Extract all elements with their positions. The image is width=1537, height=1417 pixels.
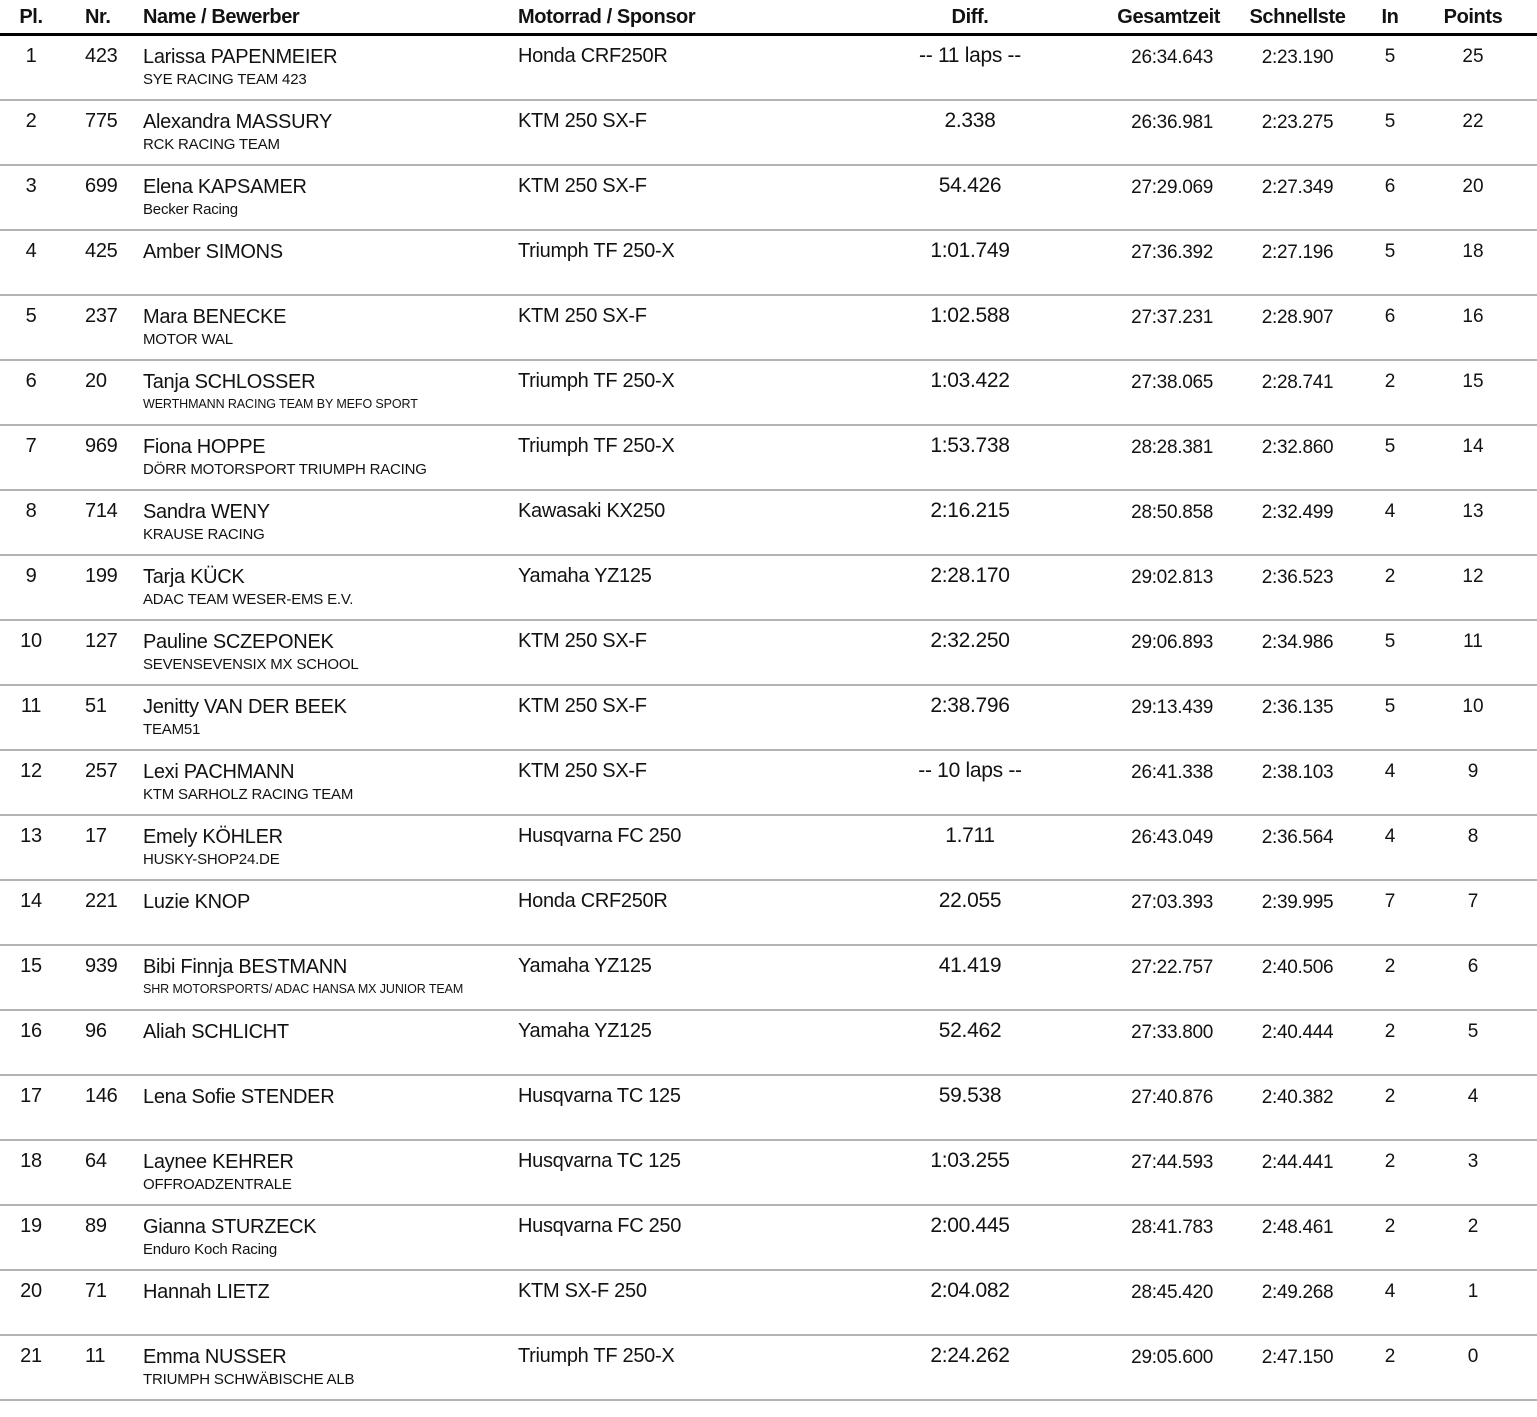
cell-fastest-lap: 2:34.986 [1261, 632, 1334, 653]
cell-fastest-lap: 2:23.275 [1261, 112, 1334, 133]
cell-laps-in: 5 [1384, 631, 1396, 652]
cell-diff: -- 10 laps -- [918, 759, 1022, 782]
cell-position: 21 [20, 1345, 42, 1367]
cell-points: 20 [1462, 176, 1484, 197]
cell-position: 17 [20, 1085, 42, 1107]
cell-bike: KTM 250 SX-F [518, 695, 647, 717]
cell-number: 89 [85, 1215, 107, 1237]
header-total-time: Gesamtzeit [1117, 6, 1220, 28]
cell-laps-in: 2 [1384, 1216, 1396, 1237]
cell-fastest-lap: 2:44.441 [1261, 1152, 1334, 1173]
cell-laps-in: 6 [1384, 176, 1396, 197]
cell-total-time: 27:40.876 [1131, 1087, 1213, 1108]
rider-name: Amber SIMONS [143, 241, 283, 263]
header-points: Points [1443, 6, 1503, 28]
rider-name: Larissa PAPENMEIER [143, 46, 338, 68]
cell-diff: 1:03.255 [930, 1149, 1010, 1172]
rider-team: Becker Racing [143, 201, 238, 218]
table-row [0, 686, 1537, 751]
cell-fastest-lap: 2:40.444 [1261, 1022, 1334, 1043]
header-position: Pl. [19, 6, 43, 28]
cell-diff: 22.055 [938, 889, 1002, 912]
cell-fastest-lap: 2:36.564 [1261, 827, 1334, 848]
cell-number: 425 [85, 240, 118, 262]
rider-team: HUSKY-SHOP24.DE [143, 851, 280, 868]
cell-bike: KTM 250 SX-F [518, 630, 647, 652]
table-row [0, 36, 1537, 101]
cell-points: 14 [1462, 436, 1484, 457]
rider-team: ADAC TEAM WESER-EMS E.V. [143, 591, 354, 608]
cell-laps-in: 5 [1384, 241, 1396, 262]
cell-total-time: 27:36.392 [1131, 242, 1213, 263]
cell-position: 8 [25, 500, 37, 522]
cell-number: 71 [85, 1280, 107, 1302]
cell-total-time: 26:41.338 [1131, 762, 1213, 783]
cell-rider [120, 556, 517, 619]
cell-total-time: 29:02.813 [1131, 567, 1213, 588]
cell-points: 15 [1462, 371, 1484, 392]
cell-fastest-lap: 2:28.907 [1261, 307, 1334, 328]
rider-name: Gianna STURZECK [143, 1216, 317, 1238]
rider-team: SEVENSEVENSIX MX SCHOOL [143, 656, 359, 673]
cell-bike: Triumph TF 250-X [518, 435, 675, 457]
table-row [0, 1011, 1537, 1076]
header-number: Nr. [85, 6, 111, 28]
cell-points: 18 [1462, 241, 1484, 262]
cell-position: 6 [25, 370, 37, 392]
rider-name: Bibi Finnja BESTMANN [143, 956, 348, 978]
cell-bike: Husqvarna FC 250 [518, 825, 682, 847]
cell-total-time: 28:50.858 [1131, 502, 1213, 523]
table-row [0, 881, 1537, 946]
cell-diff: 1:03.422 [930, 369, 1010, 392]
cell-points: 11 [1463, 631, 1483, 652]
cell-points: 2 [1467, 1216, 1479, 1237]
cell-points: 16 [1462, 306, 1484, 327]
cell-laps-in: 5 [1384, 111, 1396, 132]
table-row [0, 751, 1537, 816]
cell-position: 7 [25, 435, 37, 457]
cell-rider [120, 1141, 517, 1204]
table-row [0, 1271, 1537, 1336]
rider-team: TRIUMPH SCHWÄBISCHE ALB [143, 1371, 355, 1388]
cell-position: 10 [20, 630, 42, 652]
cell-number: 11 [85, 1345, 106, 1367]
cell-laps-in: 7 [1384, 891, 1396, 912]
cell-points: 8 [1467, 826, 1479, 847]
cell-laps-in: 2 [1384, 371, 1396, 392]
cell-fastest-lap: 2:32.499 [1261, 502, 1334, 523]
cell-number: 775 [85, 110, 118, 132]
cell-points: 10 [1462, 696, 1484, 717]
cell-bike: Yamaha YZ125 [518, 1020, 652, 1042]
cell-bike: Husqvarna FC 250 [518, 1215, 682, 1237]
cell-fastest-lap: 2:36.523 [1261, 567, 1334, 588]
rider-name: Alexandra MASSURY [143, 111, 333, 133]
table-row [0, 1076, 1537, 1141]
cell-laps-in: 2 [1384, 1021, 1396, 1042]
cell-position: 2 [25, 110, 37, 132]
cell-laps-in: 2 [1384, 1346, 1396, 1367]
cell-laps-in: 5 [1384, 46, 1396, 67]
cell-total-time: 27:22.757 [1131, 957, 1213, 978]
cell-fastest-lap: 2:38.103 [1261, 762, 1334, 783]
cell-laps-in: 2 [1384, 1086, 1396, 1107]
cell-number: 714 [85, 500, 118, 522]
cell-number: 20 [85, 370, 107, 392]
rider-team: Enduro Koch Racing [143, 1241, 277, 1258]
cell-rider [120, 816, 517, 879]
cell-fastest-lap: 2:48.461 [1261, 1217, 1334, 1238]
cell-bike: KTM 250 SX-F [518, 175, 647, 197]
cell-rider [120, 231, 517, 294]
table-row [0, 621, 1537, 686]
cell-position: 9 [25, 565, 37, 587]
cell-points: 1 [1467, 1281, 1479, 1302]
cell-fastest-lap: 2:36.135 [1261, 697, 1334, 718]
cell-bike: Triumph TF 250-X [518, 240, 675, 262]
cell-bike: Honda CRF250R [518, 890, 668, 912]
cell-position: 18 [20, 1150, 42, 1172]
cell-fastest-lap: 2:39.995 [1261, 892, 1334, 913]
cell-laps-in: 4 [1384, 1281, 1396, 1302]
cell-number: 199 [85, 565, 118, 587]
cell-rider [120, 101, 517, 164]
cell-rider [120, 751, 517, 814]
rider-team: RCK RACING TEAM [143, 136, 280, 153]
cell-bike: KTM 250 SX-F [518, 305, 647, 327]
cell-points: 12 [1462, 566, 1484, 587]
cell-diff: 2:04.082 [930, 1279, 1010, 1302]
table-row [0, 816, 1537, 881]
cell-bike: KTM SX-F 250 [518, 1280, 647, 1302]
cell-laps-in: 2 [1384, 566, 1396, 587]
table-header [0, 0, 1537, 36]
cell-total-time: 26:43.049 [1131, 827, 1213, 848]
cell-diff: 2:32.250 [930, 629, 1010, 652]
cell-total-time: 28:45.420 [1131, 1282, 1213, 1303]
header-laps-in: In [1381, 6, 1399, 28]
rider-team: KTM SARHOLZ RACING TEAM [143, 786, 354, 803]
rider-team: OFFROADZENTRALE [143, 1176, 292, 1193]
cell-bike: Honda CRF250R [518, 45, 668, 67]
cell-points: 3 [1467, 1151, 1479, 1172]
cell-total-time: 27:03.393 [1131, 892, 1213, 913]
cell-rider [120, 1271, 517, 1334]
table-row [0, 166, 1537, 231]
cell-rider [120, 881, 517, 944]
cell-points: 4 [1467, 1086, 1479, 1107]
rider-name: Lena Sofie STENDER [143, 1086, 335, 1108]
cell-laps-in: 6 [1384, 306, 1396, 327]
cell-total-time: 28:41.783 [1131, 1217, 1213, 1238]
cell-total-time: 26:36.981 [1131, 112, 1213, 133]
cell-bike: Husqvarna TC 125 [518, 1150, 681, 1172]
rider-team: DÖRR MOTORSPORT TRIUMPH RACING [143, 461, 427, 478]
cell-total-time: 29:13.439 [1131, 697, 1213, 718]
cell-rider [120, 361, 517, 424]
table-row [0, 426, 1537, 491]
cell-number: 127 [85, 630, 118, 652]
cell-rider [120, 946, 517, 1009]
cell-diff: 2:16.215 [930, 499, 1010, 522]
header-bike: Motorrad / Sponsor [518, 6, 696, 28]
rider-name: Aliah SCHLICHT [143, 1021, 289, 1043]
cell-rider [120, 491, 517, 554]
rider-name: Hannah LIETZ [143, 1281, 270, 1303]
cell-position: 15 [20, 955, 42, 977]
cell-laps-in: 2 [1384, 1151, 1396, 1172]
rider-name: Fiona HOPPE [143, 436, 266, 458]
header-fastest-lap: Schnellste [1249, 6, 1346, 28]
rider-team: SHR MOTORSPORTS/ ADAC HANSA MX JUNIOR TEAM [143, 982, 464, 996]
cell-rider [120, 36, 517, 99]
header-name: Name / Bewerber [143, 6, 300, 28]
cell-fastest-lap: 2:28.741 [1261, 372, 1334, 393]
cell-total-time: 27:33.800 [1131, 1022, 1213, 1043]
cell-rider [120, 426, 517, 489]
cell-bike: KTM 250 SX-F [518, 110, 647, 132]
cell-bike: Husqvarna TC 125 [518, 1085, 681, 1107]
cell-bike: Yamaha YZ125 [518, 955, 652, 977]
cell-position: 14 [20, 890, 42, 912]
cell-rider [120, 686, 517, 749]
rider-name: Emely KÖHLER [143, 826, 283, 848]
cell-points: 5 [1467, 1021, 1479, 1042]
cell-diff: 2:28.170 [930, 564, 1010, 587]
cell-fastest-lap: 2:40.506 [1261, 957, 1334, 978]
cell-number: 221 [85, 890, 118, 912]
cell-total-time: 27:37.231 [1131, 307, 1213, 328]
rider-name: Luzie KNOP [143, 891, 251, 913]
rider-name: Tarja KÜCK [143, 566, 245, 588]
cell-points: 7 [1467, 891, 1479, 912]
cell-diff: 2.338 [944, 109, 996, 132]
rider-name: Laynee KEHRER [143, 1151, 294, 1173]
table-row [0, 556, 1537, 621]
cell-fastest-lap: 2:27.349 [1261, 177, 1334, 198]
cell-total-time: 29:05.600 [1131, 1347, 1213, 1368]
cell-diff: 2:38.796 [930, 694, 1010, 717]
cell-position: 12 [20, 760, 42, 782]
cell-laps-in: 4 [1384, 761, 1396, 782]
cell-number: 96 [85, 1020, 107, 1042]
rider-team: KRAUSE RACING [143, 526, 265, 543]
table-row [0, 1336, 1537, 1401]
cell-number: 17 [85, 825, 107, 847]
cell-number: 64 [85, 1150, 107, 1172]
cell-rider [120, 1076, 517, 1139]
cell-number: 423 [85, 45, 118, 67]
cell-diff: 59.538 [938, 1084, 1002, 1107]
cell-number: 257 [85, 760, 118, 782]
cell-diff: 1:02.588 [930, 304, 1010, 327]
table-body [0, 36, 1537, 1401]
cell-bike: Yamaha YZ125 [518, 565, 652, 587]
rider-team: TEAM51 [143, 721, 201, 738]
cell-diff: 41.419 [938, 954, 1002, 977]
cell-fastest-lap: 2:49.268 [1261, 1282, 1334, 1303]
table-row [0, 1141, 1537, 1206]
cell-bike: Triumph TF 250-X [518, 1345, 675, 1367]
table-row [0, 491, 1537, 556]
cell-diff: 2:24.262 [930, 1344, 1010, 1367]
cell-position: 16 [20, 1020, 42, 1042]
cell-diff: 1.711 [945, 824, 995, 847]
cell-total-time: 28:28.381 [1131, 437, 1213, 458]
rider-name: Pauline SCZEPONEK [143, 631, 334, 653]
rider-name: Emma NUSSER [143, 1346, 287, 1368]
cell-total-time: 26:34.643 [1131, 47, 1213, 68]
rider-team: MOTOR WAL [143, 331, 233, 348]
cell-position: 20 [20, 1280, 42, 1302]
cell-number: 699 [85, 175, 118, 197]
cell-fastest-lap: 2:40.382 [1261, 1087, 1334, 1108]
rider-team: SYE RACING TEAM 423 [143, 71, 307, 88]
table-row [0, 361, 1537, 426]
cell-position: 4 [25, 240, 37, 262]
cell-diff: 1:01.749 [930, 239, 1010, 262]
cell-position: 5 [25, 305, 37, 327]
cell-position: 11 [20, 695, 42, 717]
cell-points: 25 [1462, 46, 1484, 67]
cell-rider [120, 1206, 517, 1269]
cell-position: 3 [25, 175, 37, 197]
cell-diff: -- 11 laps -- [919, 44, 1021, 67]
cell-fastest-lap: 2:27.196 [1261, 242, 1334, 263]
cell-number: 969 [85, 435, 118, 457]
table-row [0, 296, 1537, 361]
cell-position: 1 [25, 45, 37, 67]
table-row [0, 1206, 1537, 1271]
rider-team: WERTHMANN RACING TEAM BY MEFO SPORT [143, 397, 418, 411]
cell-diff: 52.462 [938, 1019, 1002, 1042]
cell-laps-in: 5 [1384, 696, 1396, 717]
cell-fastest-lap: 2:23.190 [1261, 47, 1334, 68]
cell-number: 51 [85, 695, 107, 717]
rider-name: Mara BENECKE [143, 306, 287, 328]
cell-number: 939 [85, 955, 118, 977]
cell-points: 13 [1462, 501, 1484, 522]
cell-points: 9 [1467, 761, 1479, 782]
cell-points: 6 [1467, 956, 1479, 977]
cell-fastest-lap: 2:47.150 [1261, 1347, 1334, 1368]
cell-rider [120, 621, 517, 684]
rider-name: Tanja SCHLOSSER [143, 371, 316, 393]
header-diff: Diff. [951, 6, 989, 28]
cell-bike: KTM 250 SX-F [518, 760, 647, 782]
table-row [0, 101, 1537, 166]
table-row [0, 946, 1537, 1011]
cell-bike: Triumph TF 250-X [518, 370, 675, 392]
cell-total-time: 27:29.069 [1131, 177, 1213, 198]
cell-laps-in: 4 [1384, 501, 1396, 522]
rider-name: Sandra WENY [143, 501, 270, 523]
cell-points: 0 [1467, 1346, 1479, 1367]
cell-number: 146 [85, 1085, 118, 1107]
cell-total-time: 27:38.065 [1131, 372, 1213, 393]
cell-laps-in: 5 [1384, 436, 1396, 457]
cell-rider [120, 1336, 517, 1399]
cell-points: 22 [1462, 111, 1484, 132]
cell-laps-in: 2 [1384, 956, 1396, 977]
cell-diff: 54.426 [938, 174, 1002, 197]
cell-total-time: 27:44.593 [1131, 1152, 1213, 1173]
rider-name: Lexi PACHMANN [143, 761, 295, 783]
cell-laps-in: 4 [1384, 826, 1396, 847]
cell-rider [120, 166, 517, 229]
cell-fastest-lap: 2:32.860 [1261, 437, 1334, 458]
cell-rider [120, 1011, 517, 1074]
table-row [0, 231, 1537, 296]
cell-total-time: 29:06.893 [1131, 632, 1213, 653]
rider-name: Elena KAPSAMER [143, 176, 307, 198]
cell-position: 13 [20, 825, 42, 847]
cell-number: 237 [85, 305, 118, 327]
rider-name: Jenitty VAN DER BEEK [143, 696, 347, 718]
cell-bike: Kawasaki KX250 [518, 500, 666, 522]
cell-diff: 1:53.738 [930, 434, 1010, 457]
cell-rider [120, 296, 517, 359]
cell-diff: 2:00.445 [930, 1214, 1010, 1237]
cell-position: 19 [20, 1215, 42, 1237]
